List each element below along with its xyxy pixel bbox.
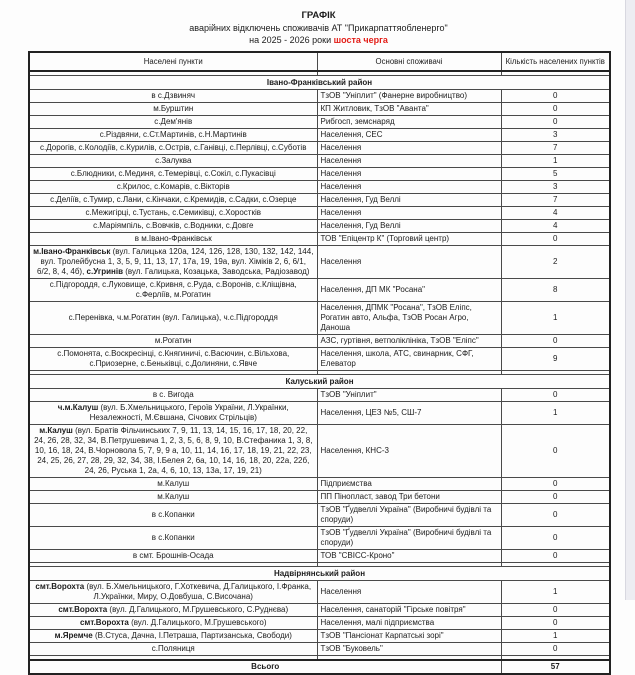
consumers-cell: Населення, ДПМК "Росана", ТзОВ Еліпс, Рогатин авто, Альфа, ТзОВ Росан Агро, Даноша: [317, 302, 501, 335]
consumers-cell: Населення: [317, 181, 501, 194]
scrollbar-track[interactable]: [625, 0, 635, 600]
settlement-text: с.Дорогів, с.Колодіїв, с.Курилів, с.Острів, с.Ганівці, с.Перлівці, с.Суботів: [40, 143, 307, 153]
settlements-cell: [29, 604, 317, 617]
table-row: [29, 168, 610, 181]
settlements-cell: [29, 194, 317, 207]
count-cell: 0: [501, 116, 610, 129]
settlement-name-bold: смт.Ворохта: [79, 618, 129, 628]
section-title: Калуський район: [29, 375, 610, 389]
consumers-cell: КП Житловик, ТзОВ "Аванта": [317, 103, 501, 116]
settlement-text: с.Деліїв, с.Тумир, с.Лани, с.Кінчаки, с.Кремидів, с.Садки, с.Озерце: [50, 195, 297, 205]
section-header-row: [29, 76, 610, 90]
table-row: [29, 478, 610, 491]
consumers-cell: Населення, школа, АТС, свинарник, СФГ, Елеватор: [317, 348, 501, 371]
settlement-text: (вул. Б.Хмельницького, Г.Хоткевича, Д.Галицького, І.Франка, Л.Українки, Миру, О.Довбуша, С.Височана): [84, 582, 312, 602]
section-title: Івано-Франківський район: [29, 76, 610, 90]
count-cell: 0: [501, 90, 610, 103]
consumers-cell: АЗС, гуртівня, ветполіклініка, ТзОВ "Еліпс": [317, 335, 501, 348]
count-cell: 1: [501, 630, 610, 643]
table-row: [29, 116, 610, 129]
settlements-cell: [29, 129, 317, 142]
settlement-text: в м.Івано-Франківськ: [134, 234, 212, 244]
table-row: [29, 246, 610, 279]
settlement-text: с.Підгороддя, с.Луковище, с.Кривня, с.Руда, с.Воронів, с.Кліщівна, с.Ферліїв, м.Рогатин: [49, 280, 297, 300]
settlement-text: в с.Копанки: [151, 533, 195, 543]
settlements-cell: [29, 527, 317, 550]
settlements-cell: [29, 207, 317, 220]
consumers-cell: Населення, Гуд Веллі: [317, 220, 501, 233]
title-line-1: ГРАФІК: [301, 10, 336, 21]
settlement-text: (вул. Братів Фільчинських 7, 9, 11, 13, 14, 15, 16, 17, 18, 20, 22, 24, 26, 28, 32, 34, В.Петрушевича 1, 2, 3, 5, 6, 8, 9, 10, В.Стефаника 1, 3, 8, 10, 16, 18, 24, В.Чорновола 5, 7, 9, 9 а, 10, 11, 14, 16, 17, 18, 19, 21, 22, 23, 24, 25, 26, 27, 28, 29, 32, 34, 38, І.Белея 2, 6а, 10, 14, 16, 18, 20, 22а, 22б, 24, 26, Руська 1, 2а, 4, 6, 10, 13, 13а, 17, 19, 21): [34, 426, 313, 476]
count-cell: 1: [501, 155, 610, 168]
settlement-text: с.Залуква: [155, 156, 192, 166]
settlements-cell: [29, 90, 317, 103]
table-body: [29, 71, 610, 674]
settlements-cell: [29, 233, 317, 246]
consumers-cell: ТзОВ "Ґудвеллі Україна" (Виробничі будівлі та споруди): [317, 504, 501, 527]
title-years: на 2025 - 2026 роки: [249, 35, 334, 46]
count-cell: 0: [501, 604, 610, 617]
settlements-cell: [29, 168, 317, 181]
settlement-text: (вул. Галицька 120а, 124, 126, 128, 130, 132, 142, 144, вул. Тролейбусна 1, 3, 5, 9, 11, 13, 17, 17а, 19, 19а, вул. Хіміків 2, 6, 6/1, 6/2, 8, 4, 4б),: [37, 247, 314, 277]
count-cell: 1: [501, 402, 610, 425]
count-cell: 0: [501, 617, 610, 630]
settlements-cell: [29, 335, 317, 348]
settlement-text: (вул. Д.Галицького, М.Грушевського, С.Руднєва): [107, 605, 289, 615]
settlement-name-bold: м.Яремче: [54, 631, 93, 641]
settlement-text: в смт. Брошнів-Осада: [132, 551, 214, 561]
section-header-row: [29, 567, 610, 581]
consumers-cell: Населення: [317, 142, 501, 155]
settlement-text: в с.Дзвиняч: [151, 91, 196, 101]
table-row: [29, 550, 610, 563]
settlement-text: в с.Копанки: [151, 510, 195, 520]
settlements-cell: [29, 302, 317, 335]
consumers-cell: Населення: [317, 207, 501, 220]
count-cell: 0: [501, 491, 610, 504]
count-cell: 8: [501, 279, 610, 302]
consumers-cell: ТОВ "Епіцентр К" (Торговий центр): [317, 233, 501, 246]
table-row: [29, 142, 610, 155]
table-row: [29, 155, 610, 168]
title-line-2: аварійних відключень споживачів АТ "Прикарпаттяобленерго": [189, 22, 448, 33]
table-row: [29, 581, 610, 604]
count-cell: 1: [501, 302, 610, 335]
count-cell: 9: [501, 348, 610, 371]
settlements-cell: [29, 581, 317, 604]
settlement-text: м.Калуш: [157, 492, 190, 502]
table-row: [29, 103, 610, 116]
table-row: [29, 402, 610, 425]
consumers-cell: Населення, Гуд Веллі: [317, 194, 501, 207]
table-row: [29, 207, 610, 220]
settlements-cell: [29, 142, 317, 155]
settlement-text: (вул. Галицька, Козацька, Заводська, Радіозавод): [122, 267, 310, 277]
count-cell: 0: [501, 103, 610, 116]
settlement-text: м.Бурштин: [153, 104, 194, 114]
settlement-text: (В.Стуса, Дачна, І.Петраша, Партизанська, Свободи): [92, 631, 292, 641]
settlements-cell: [29, 425, 317, 478]
count-cell: 7: [501, 194, 610, 207]
count-cell: 0: [501, 233, 610, 246]
total-row: [29, 660, 610, 674]
settlement-name-bold: м.Івано-Франківськ: [33, 247, 111, 257]
settlements-cell: [29, 504, 317, 527]
settlements-cell: [29, 246, 317, 279]
section-title: Надвірнянський район: [29, 567, 610, 581]
table-row: [29, 279, 610, 302]
settlements-cell: [29, 402, 317, 425]
settlements-cell: [29, 348, 317, 371]
column-header-consumers: Основні споживачі: [317, 52, 501, 71]
consumers-cell: Населення: [317, 246, 501, 279]
settlement-text: с.Блюдники, с.Мединя, с.Темерівці, с.Сокіл, с.Пукасівці: [70, 169, 276, 179]
settlements-cell: [29, 103, 317, 116]
settlement-text: с.Помонята, с.Воскресінці, с.Княгиничі, с.Васючин, с.Вільхова, с.Приозерне, с.Беньківці, с.Долиняни, с.Явче: [57, 349, 290, 369]
document-page: [28, 10, 609, 675]
settlement-name-bold: смт.Ворохта: [58, 605, 108, 615]
queue-highlight: шоста черга: [333, 35, 388, 46]
settlement-text: (вул. Б.Хмельницького, Героїв України, Л.Українки, Незалежності, М.Євшана, Січових Стрільців): [89, 403, 289, 423]
settlements-cell: [29, 491, 317, 504]
settlements-cell: [29, 116, 317, 129]
count-cell: 5: [501, 168, 610, 181]
settlements-cell: [29, 181, 317, 194]
settlement-text: с.Крилос, с.Комарів, с.Вікторів: [116, 182, 230, 192]
table-row: [29, 90, 610, 103]
count-cell: 0: [501, 335, 610, 348]
consumers-cell: ТзОВ "Пансіонат Карпатські зорі": [317, 630, 501, 643]
settlements-cell: [29, 220, 317, 233]
settlement-text: с.Маріямпіль, с.Вовчків, с.Водники, с.Довге: [93, 221, 254, 231]
settlement-text: с.Перенівка, ч.м.Рогатин (вул. Галицька), ч.с.Підгороддя: [68, 313, 278, 323]
settlement-text: м.Рогатин: [154, 336, 192, 346]
consumers-cell: Рибгосп, земснаряд: [317, 116, 501, 129]
consumers-cell: Населення: [317, 168, 501, 181]
table-row: [29, 389, 610, 402]
consumers-cell: ПП Пінопласт, завод Три бетони: [317, 491, 501, 504]
consumers-cell: Населення: [317, 581, 501, 604]
table-header-row: [29, 52, 610, 71]
settlement-name-bold: смт.Ворохта: [35, 582, 85, 592]
settlements-cell: [29, 279, 317, 302]
consumers-cell: Населення, СЕС: [317, 129, 501, 142]
count-cell: 0: [501, 527, 610, 550]
settlement-text: (вул. Д.Галицького, М.Грушевського): [128, 618, 267, 628]
consumers-cell: ТзОВ "Буковель": [317, 643, 501, 656]
table-row: [29, 181, 610, 194]
count-cell: 3: [501, 129, 610, 142]
consumers-cell: Населення, ДП МК "Росана": [317, 279, 501, 302]
column-header-settlements: Населені пункти: [29, 52, 317, 71]
consumers-cell: ТзОВ "Ґудвеллі Україна" (Виробничі будівлі та споруди): [317, 527, 501, 550]
consumers-cell: Населення: [317, 155, 501, 168]
count-cell: 2: [501, 246, 610, 279]
settlements-cell: [29, 389, 317, 402]
consumers-cell: ТОВ "СВІСС-Кроно": [317, 550, 501, 563]
table-row: [29, 348, 610, 371]
count-cell: 0: [501, 478, 610, 491]
table-row: [29, 617, 610, 630]
table-row: [29, 630, 610, 643]
settlement-text: с.Дем'янів: [154, 117, 193, 127]
table-row: [29, 491, 610, 504]
table-row: [29, 220, 610, 233]
consumers-cell: ТзОВ "Уніплит" (Фанерне виробництво): [317, 90, 501, 103]
outage-schedule-table: [28, 51, 611, 675]
count-cell: 0: [501, 643, 610, 656]
settlement-text: м.Калуш: [157, 479, 190, 489]
count-cell: 4: [501, 207, 610, 220]
settlement-text: с.Різдвяни, с.Ст.Мартинів, с.Н.Мартинів: [99, 130, 247, 140]
title-line-3: [28, 35, 609, 46]
count-cell: 0: [501, 504, 610, 527]
settlement-text: с.Межигірці, с.Тустань, с.Семиківці, с.Хоростків: [85, 208, 261, 218]
total-label: Всього: [29, 660, 501, 674]
settlements-cell: [29, 478, 317, 491]
count-cell: 0: [501, 389, 610, 402]
table-row: [29, 643, 610, 656]
settlements-cell: [29, 617, 317, 630]
table-row: [29, 527, 610, 550]
count-cell: 0: [501, 425, 610, 478]
count-cell: 7: [501, 142, 610, 155]
settlements-cell: [29, 630, 317, 643]
consumers-cell: Населення, ЦЕЗ №5, СШ-7: [317, 402, 501, 425]
table-row: [29, 425, 610, 478]
settlement-text: с.Поляниця: [151, 644, 195, 654]
settlement-name-bold: с.Угринів: [86, 267, 123, 277]
settlement-name-bold: м.Калуш: [39, 426, 73, 436]
consumers-cell: ТзОВ "Уніплит": [317, 389, 501, 402]
total-count: 57: [501, 660, 610, 674]
settlements-cell: [29, 643, 317, 656]
consumers-cell: Населення, малі підприємства: [317, 617, 501, 630]
table-row: [29, 335, 610, 348]
settlements-cell: [29, 155, 317, 168]
settlements-cell: [29, 550, 317, 563]
consumers-cell: Населення, КНС-3: [317, 425, 501, 478]
settlement-text: в с. Вигода: [152, 390, 194, 400]
count-cell: 4: [501, 220, 610, 233]
table-row: [29, 233, 610, 246]
document-title: [28, 10, 609, 46]
consumers-cell: Населення, санаторій "Гірське повітря": [317, 604, 501, 617]
count-cell: 3: [501, 181, 610, 194]
column-header-count: Кількість населених пунктів: [501, 52, 610, 71]
settlement-name-bold: ч.м.Калуш: [57, 403, 99, 413]
table-row: [29, 604, 610, 617]
count-cell: 1: [501, 581, 610, 604]
table-row: [29, 302, 610, 335]
table-row: [29, 129, 610, 142]
count-cell: 0: [501, 550, 610, 563]
table-row: [29, 194, 610, 207]
section-header-row: [29, 375, 610, 389]
table-row: [29, 504, 610, 527]
consumers-cell: Підприємства: [317, 478, 501, 491]
